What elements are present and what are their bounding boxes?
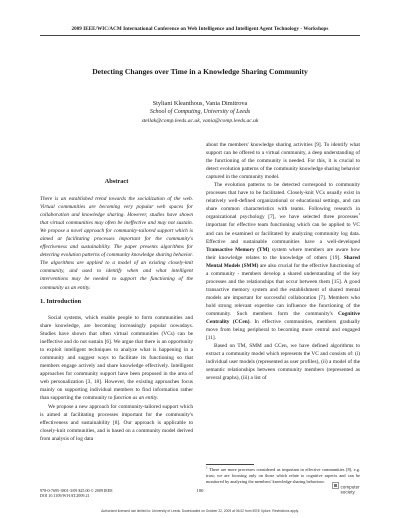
authorized-use-notice: Authorized licensed use limited to: University of Leeds. Downloaded on October 22, 2009 at 06:02 from IEEE Xplore. Restrictions apply.	[101, 509, 299, 513]
abstract-heading: Abstract	[104, 178, 129, 185]
right-paragraph-1: about the members' knowledge sharing activities [9]. To identify what support can be offered to a virtual community, a deep understanding of the functioning of the community is needed. For this, it is crucial to detect evolution patterns of the community knowledge sharing behavior captured in the community model.	[206, 142, 360, 181]
affiliation: School of Computing, University of Leeds	[149, 109, 251, 115]
author-emails[interactable]: stellak@comp.leeds.ac.uk, vania@comp.leeds.ac.uk	[141, 118, 259, 124]
right-paragraph-3: Based on TM, SMM and CCen, we have defined algorithms to extract a community model which represents the VC and consists of: (i) individual user models (represented as user profiles), (ii) a model of the semantic relationships between community members (represented as several graphs), (iii) a list of	[206, 343, 360, 382]
footer-isbn: 978-0-7695-3801-3/09 $25.00 © 2009 IEEE	[40, 488, 113, 493]
introduction-heading: 1. Introduction	[40, 298, 82, 305]
right-paragraph-2-text-d: are also crucial for the effective functioning of a community - members develop a shared understanding of the key processes and the relationships that occur between them [15]. A good transactive memory system and the establishment of shared mental models are important for successful collaboration [7]. Members who hold strong relevant expertise can influence the functioning of the community. Such members form the community's	[206, 262, 360, 317]
intro-paragraph-2: We propose a new approach for community-tailored support which is aimed at facilitating processes important for the community's effectiveness and sustainability [8]. Our approach is applicable to closely-knit communities, and is based on a community model derived from analysis of log data	[40, 403, 193, 442]
right-paragraph-2-text-e: . In effective communities, members gradually move from being peripheral to becoming more central and engaged [11].	[206, 319, 360, 342]
logo-line-1: computer	[340, 484, 360, 490]
header-rule	[40, 35, 360, 36]
right-paragraph-2	[206, 181, 360, 342]
conference-header: 2009 IEEE/WIC/ACM International Conference on Web Intelligence and Intelligent Agent Technology - Workshops	[71, 26, 329, 32]
footer-doi[interactable]: DOI 10.1109/WI-IAT.2009.21	[40, 493, 90, 499]
introduction-body	[40, 314, 193, 443]
abstract-text: There is an established trend towards the socialization of the web. Virtual communities are becoming very popular web spaces for collaboration and knowledge sharing. However, studies have shown that virtual communities may often be ineffective and may not sustain. We propose a novel approach for community-tailored support which is aimed at facilitating processes important for the community's effectiveness and sustainability. The paper presents algorithms for detecting evolution patterns of community knowledge sharing behavior. The algorithms are applied to a model of an existing closely-knit community, and used to identify when and what intelligent interventions may be needed to support the functioning of the community as an entity.	[40, 196, 193, 291]
paper-title: Detecting Changes over Time in a Knowledge Sharing Community	[92, 67, 308, 76]
footnote-mark: 1	[206, 465, 208, 470]
term-cognitive-centrality: Cognitive Centrality (CCen)	[206, 310, 360, 326]
intro-emphasis: function as an entity.	[113, 395, 159, 402]
footnote-text: There are more processes considered as important in effective communities [8], e.g. trust; we are focusing only on those which relate to cognitive aspects and can be monitored by analyzing the members' knowledge sharing behaviour.	[206, 467, 360, 484]
right-paragraph-2-text-b: important for effective team functioning which can be applied to VC and can be examined or facilitated by analyzing community log data. Effective and sustainable communities have a well-developed	[206, 222, 360, 245]
authors: Styliani Kleanthous, Vania Dimitrova	[152, 100, 248, 107]
right-paragraph-2-text-a: The evolution patterns to be detected correspond to community processes that have to be facilitated. Closely-knit VCs usually exist in relatively well-defined organizational or educational settings, and can share common characteristics with teams. Following research in organizational psychology [7], we have selected three processes	[206, 182, 360, 221]
right-paragraph-2-text-c: system where members are aware how their knowledge relates to the knowledge of others [19].	[206, 246, 360, 261]
page-number: 100	[196, 488, 204, 493]
computer-society-logo	[332, 482, 360, 498]
right-column-body	[206, 141, 360, 382]
logo-line-2: society	[340, 489, 355, 495]
footnote-rule	[206, 464, 254, 465]
term-shared-mental-models: Shared Mental Models (SMM)	[206, 254, 360, 269]
intro-paragraph-1-text: Social systems, which enable people to form communities and share knowledge, are becoming increasingly popular nowadays. Studies have shown that often virtual communities (VCs) can be ineffective and do not sustain [6]. We argue that there is an opportunity to exploit intelligent techniques to analyze what is happening in a community and suggest ways to facilitate its functioning so that members engage actively and share knowledge effectively. Intelligent approaches for community support have been proposed in the area of web personalization [3, 18]. However, the existing approaches focus mainly on supporting individual members to find information rather than supporting the community to	[40, 315, 193, 402]
intro-paragraph-1	[40, 314, 193, 403]
footnote-ref[interactable]: 1	[358, 212, 360, 217]
term-transactive-memory: Transactive Memory (TM)	[206, 246, 270, 253]
